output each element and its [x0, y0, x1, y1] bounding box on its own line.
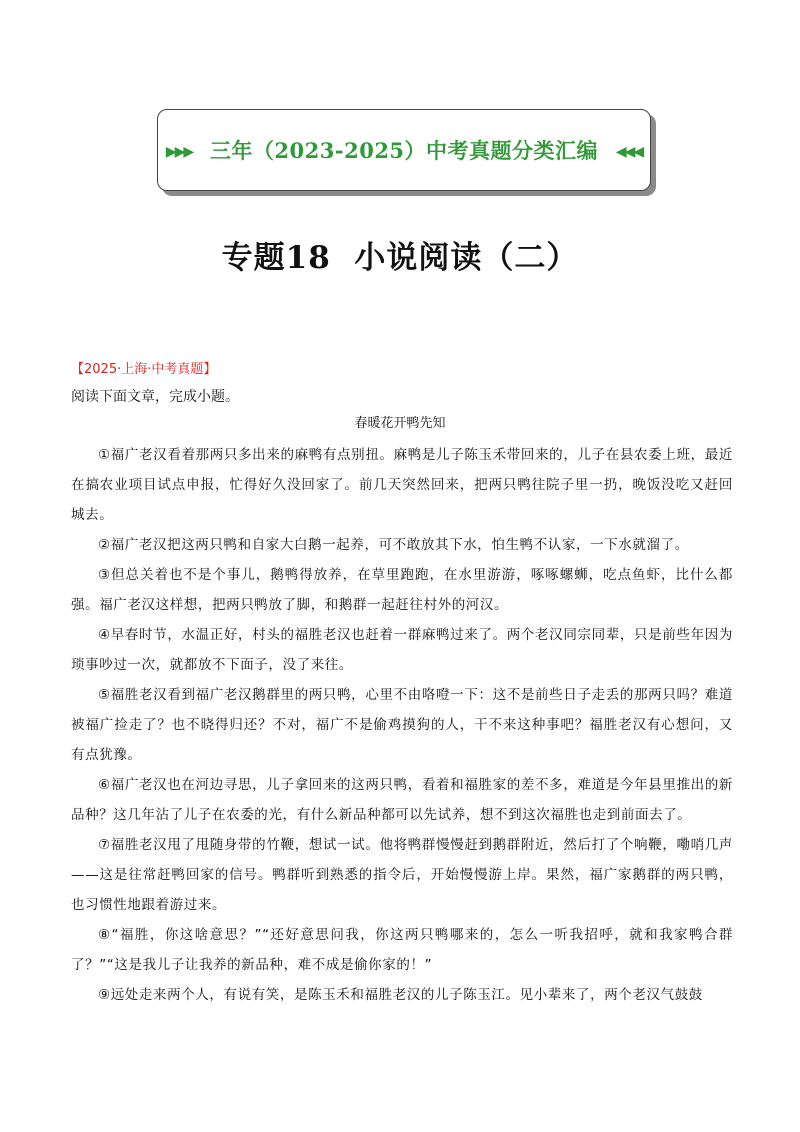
paragraph-8: ⑧“福胜，你这啥意思？”“还好意思问我，你这两只鸭哪来的，怎么一听我招呼，就和我家鸭合群了？”“这是我儿子让我养的新品种，难不成是偷你家的！”: [71, 927, 733, 973]
paragraph-4: ④早春时节，水温正好，村头的福胜老汉也赶着一群麻鸭过来了。两个老汉同宗同辈，只是前些年因为琐事吵过一次，就都放不下面子，没了来往。: [71, 627, 733, 673]
paragraph-5: ⑤福胜老汉看到福广老汉鹅群里的两只鸭，心里不由咯噔一下：这不是前些日子走丢的那两只吗？难道被福广捡走了？也不晓得归还？不对，福广不是偷鸡摸狗的人，干不来这种事吧？福胜老汉有心想问，又有点犹豫。: [71, 687, 733, 763]
page-title: 专题18 小说阅读（二）: [221, 240, 579, 276]
banner-title: 三年（2023-2025）中考真题分类汇编: [209, 138, 599, 163]
paragraph-2: ②福广老汉把这两只鸭和自家大白鹅一起养，可不敢放其下水，怕生鸭不认家，一下水就溜了。: [98, 537, 689, 553]
paragraph-1: ①福广老汉看着那两只多出来的麻鸭有点别扭。麻鸭是儿子陈玉禾带回来的，儿子在县农委上班，最近在搞农业项目试点申报，忙得好久没回家了。前几天突然回来，把两只鸭往院子里一扔，晚饭没吃又赶回城去。: [71, 447, 733, 523]
paragraph-9: ⑨远处走来两个人，有说有笑，是陈玉禾和福胜老汉的儿子陈玉江。见小辈来了，两个老汉气鼓鼓: [98, 987, 703, 1003]
left-arrows-icon: ◀◀◀: [615, 144, 643, 160]
article-title: 春暖花开鸭先知: [354, 416, 446, 431]
banner-line: [166, 135, 642, 165]
right-arrows-icon: ▶▶▶: [165, 144, 193, 160]
paragraph-6: ⑥福广老汉也在河边寻思，儿子拿回来的这两只鸭，看着和福胜家的差不多，难道是今年县里推出的新品种？这几年沾了儿子在农委的光，有什么新品种都可以先试养，想不到这次福胜也走到前面去了。: [71, 777, 733, 823]
source-tag: 【2025·上海·中考真题】: [71, 362, 217, 377]
paragraph-7: ⑦福胜老汉甩了甩随身带的竹鞭，想试一试。他将鸭群慢慢赶到鹅群附近，然后打了个响鞭，嘞哨几声——这是往常赶鸭回家的信号。鸭群听到熟悉的指令后，开始慢慢游上岸。果然，福广家鹅群的两只鸭，也习惯性地跟着游过来。: [71, 837, 733, 913]
series-banner: [157, 109, 651, 191]
instruction-text: 阅读下面文章，完成小题。: [71, 389, 239, 405]
paragraph-3: ③但总关着也不是个事儿，鹅鸭得放养，在草里跑跑，在水里游游，啄啄螺蛳，吃点鱼虾，比什么都强。福广老汉这样想，把两只鸭放了脚，和鹅群一起赶往村外的河汉。: [71, 567, 733, 613]
article-body: [71, 440, 733, 1010]
